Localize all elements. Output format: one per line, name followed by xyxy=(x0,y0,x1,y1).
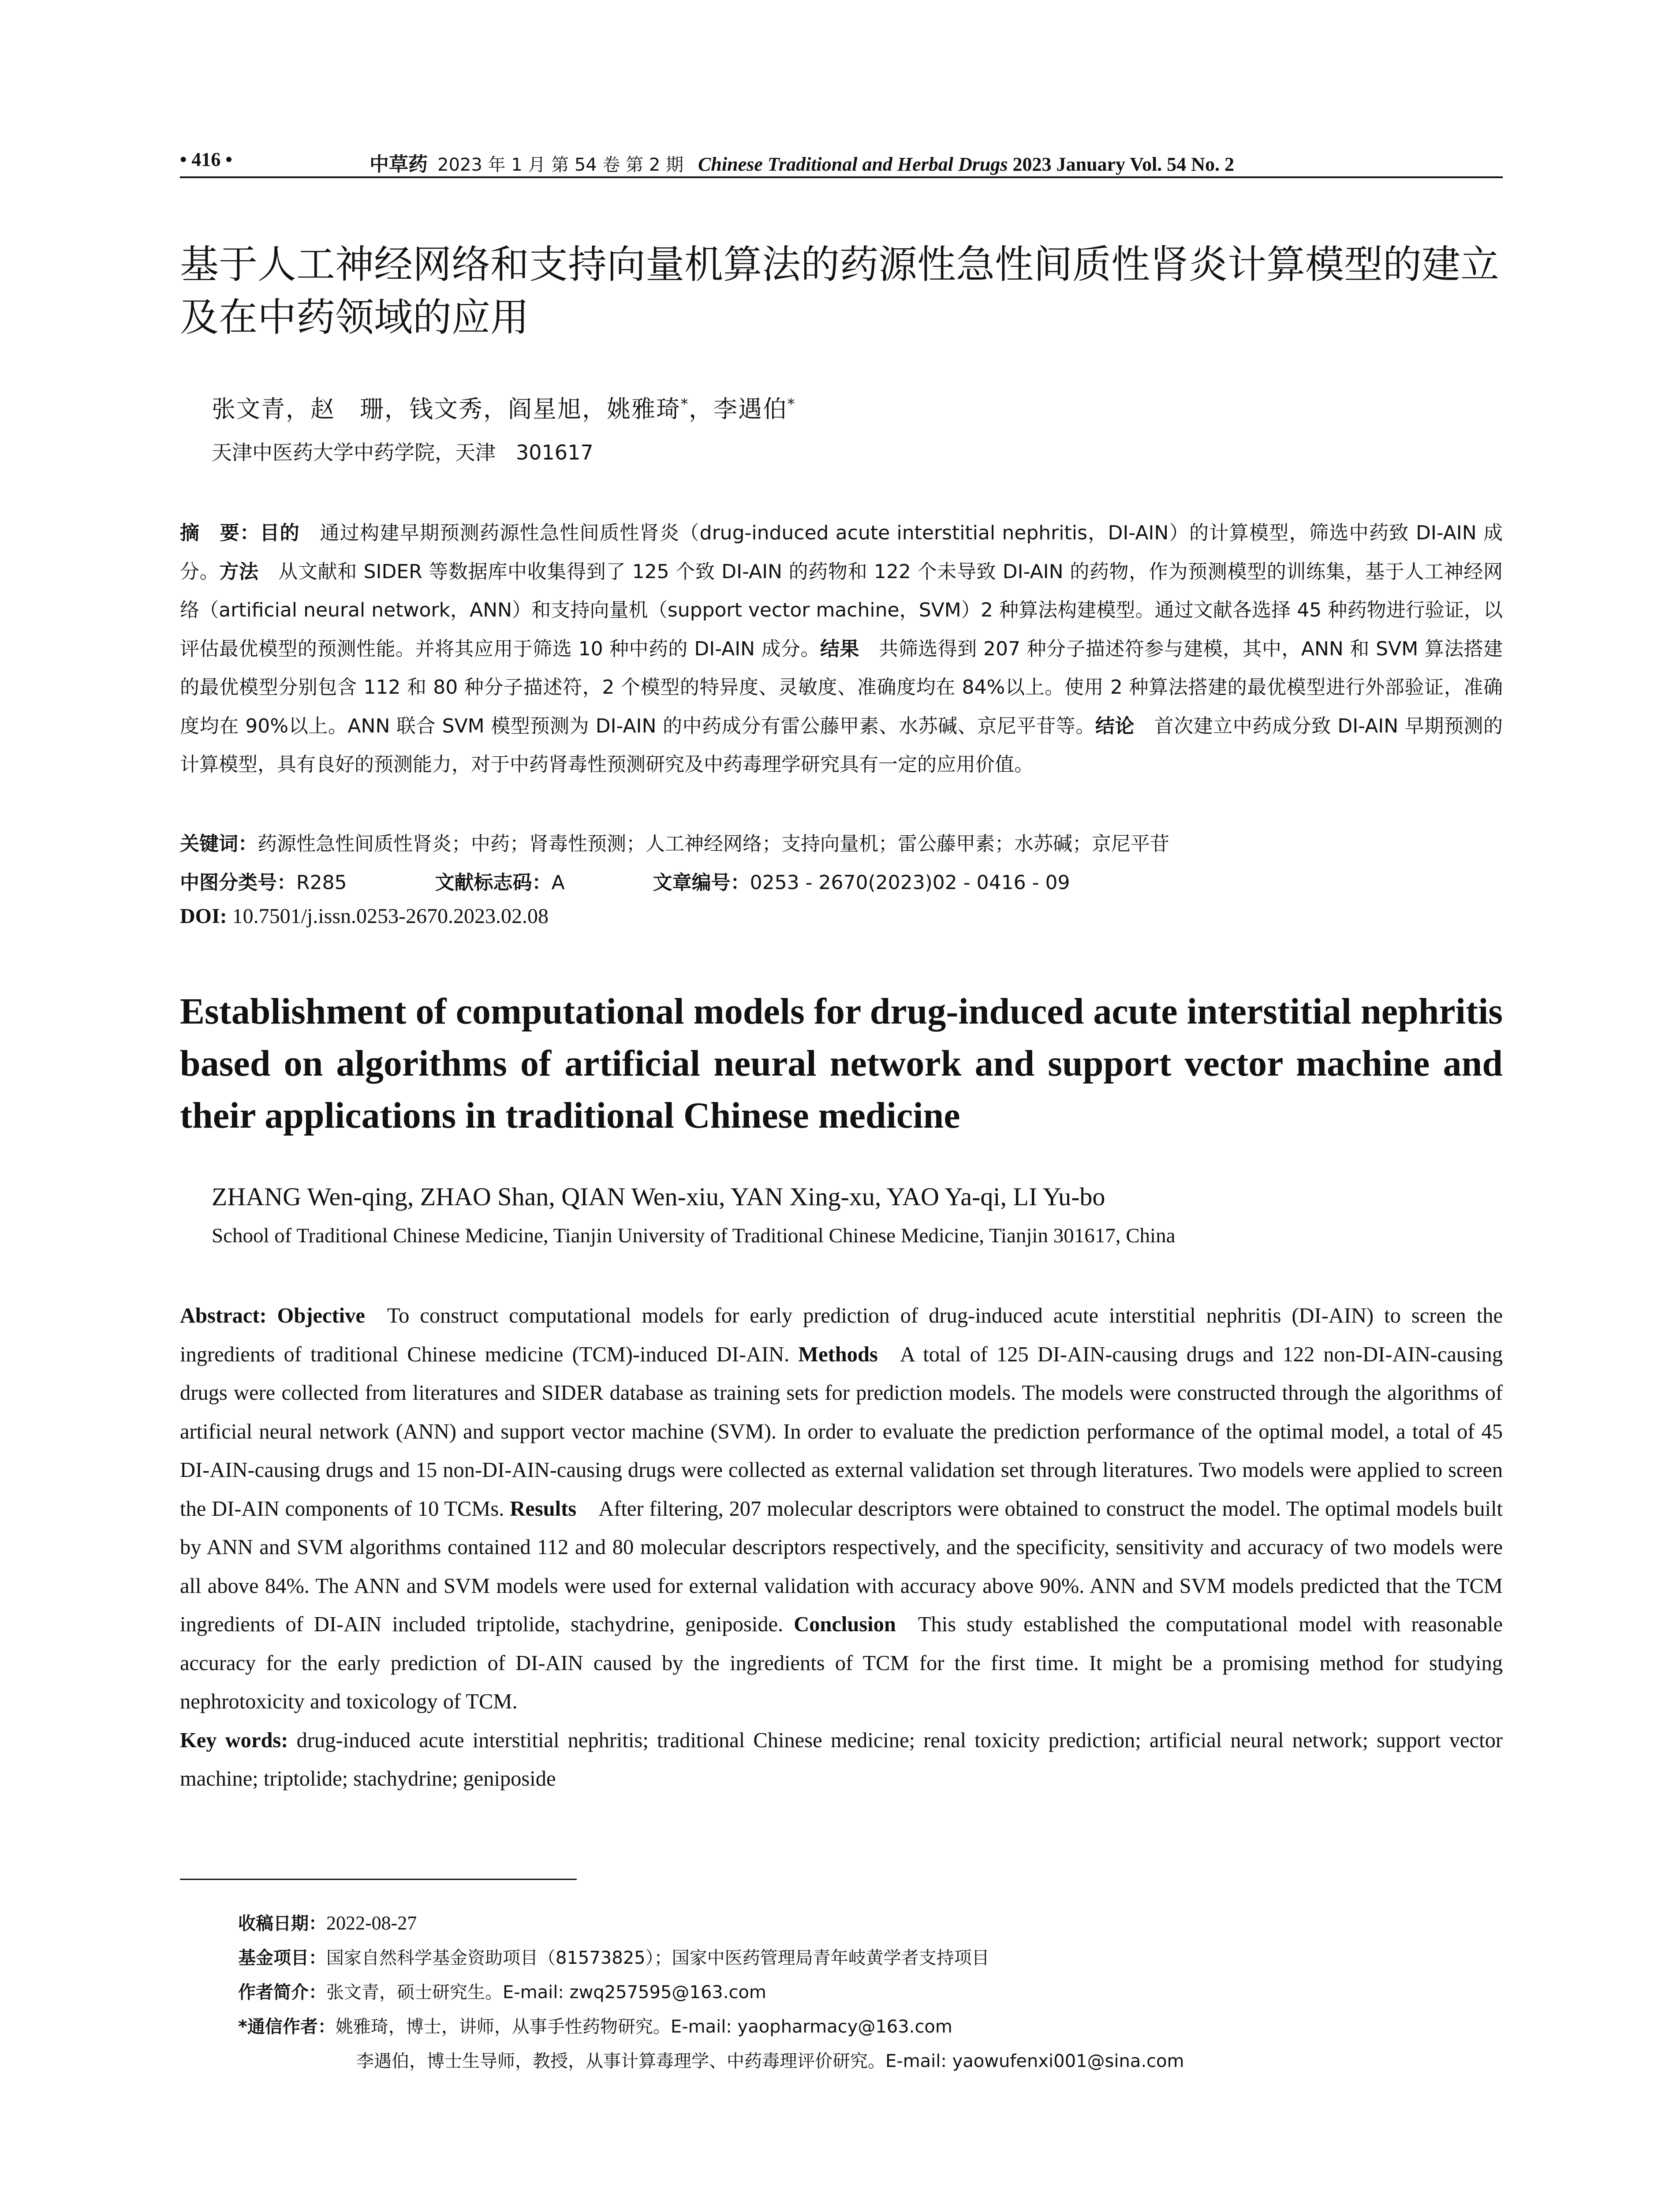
chinese-keywords xyxy=(180,828,1169,856)
cn-results-text: 共筛选得到 207 种分子描述符参与建模，其中，ANN 和 SVM 算法搭建的最优模型分别包含 112 和 80 种分子描述符，2 个模型的特异度、灵敏度、准确度均在 84%以上。使用 2 种算法搭建的最优模型进行外部验证，准确度均在 90%以上。ANN 联合 SVM 模型预测为 DI-AIN 的中药成分有雷公藤甲素、水苏碱、京尼平苷等。 xyxy=(180,637,1503,737)
english-authors: ZHANG Wen-qing, ZHAO Shan, QIAN Wen-xiu, YAN Xing-xu, YAO Ya-qi, LI Yu-bo xyxy=(212,1182,1105,1211)
chinese-author-list: 张文青，赵 珊，钱文秀，阎星旭，姚雅琦 xyxy=(212,395,681,423)
en-conclusion-text: This study established the computational model with reasonable accuracy for the early prediction of DI-AIN caused by the ingredients of TCM for the first time. It might be a promising method for studying nephrotoxicity and toxicology of TCM. xyxy=(180,1613,1503,1713)
corr-label: *通信作者： xyxy=(238,2017,336,2037)
en-methods-text: A total of 125 DI-AIN-causing drugs and 122 non-DI-AIN-causing drugs were collected from literatures and SIDER database as training sets for prediction models. The models were constructed through the algorithms of artificial neural network (ANN) and support vector machine (SVM). In order to evaluate the prediction performance of the optimal model, a total of 45 DI-AIN-causing drugs and 15 non-DI-AIN-causing drugs were collected as external validation set through literatures. Two models were applied to screen the DI-AIN components of 10 TCMs. xyxy=(180,1342,1503,1521)
article-no-label: 文章编号： xyxy=(653,871,750,894)
bio-text: 张文青，硕士研究生。E-mail: zwq257595@163.com xyxy=(326,1982,766,2003)
cn-conclusion-label: 结论 xyxy=(1095,714,1135,737)
en-keywords-text: drug-induced acute interstitial nephritis; traditional Chinese medicine; renal toxicity prediction; artificial neural network; support vector machine; triptolide; stachydrine; geniposide xyxy=(180,1728,1503,1790)
fund-label: 基金项目： xyxy=(238,1948,326,1968)
chinese-title: 基于人工神经网络和支持向量机算法的药源性急性间质性肾炎计算模型的建立及在中药领域的应用 xyxy=(180,242,1500,340)
issue-cn: 2023 年 1 月 第 54 卷 第 2 期 xyxy=(437,155,684,175)
cn-methods-label: 方法 xyxy=(219,560,259,583)
corr-text-2: 李遇伯，博士生导师，教授，从事计算毒理学、中药毒理评价研究。E-mail: yaowufenxi001@sina.com xyxy=(356,2051,1184,2071)
clc-value: R285 xyxy=(296,871,347,894)
chinese-abstract xyxy=(180,514,1503,784)
doi-line xyxy=(180,904,549,928)
footnote-corresponding xyxy=(238,2013,952,2038)
footnote-corresponding-2 xyxy=(356,2047,1184,2072)
footnote-received xyxy=(238,1910,417,1935)
cn-abstract-label: 摘 要： xyxy=(180,522,260,544)
cn-keywords-label: 关键词： xyxy=(180,833,258,855)
received-date: 2022-08-27 xyxy=(326,1912,417,1934)
doc-code-label: 文献标志码： xyxy=(435,871,552,894)
footnote-fund xyxy=(238,1944,989,1969)
english-abstract xyxy=(180,1297,1503,1798)
corr-text-1: 姚雅琦，博士，讲师，从事手性药物研究。E-mail: yaopharmacy@163.com xyxy=(335,2017,952,2037)
received-label: 收稿日期： xyxy=(238,1913,326,1934)
journal-line xyxy=(370,148,1234,176)
page-number: • 416 • xyxy=(180,149,232,170)
chinese-author-list-tail: ，李遇伯 xyxy=(689,395,788,423)
footnote-rule xyxy=(180,1879,577,1880)
chinese-authors xyxy=(212,390,795,424)
en-results-label: Results xyxy=(510,1497,577,1521)
english-title: Establishment of computational models for drug-induced acute interstitial nephritis based on algorithms of artificial neural network and support vector machine and their applications in traditional Chinese medicine xyxy=(180,991,1503,1136)
cn-results-label: 结果 xyxy=(820,637,859,660)
en-abstract-label: Abstract: Objective xyxy=(180,1304,365,1327)
corresponding-mark: * xyxy=(788,396,795,412)
article-no-value: 0253 - 2670(2023)02 - 0416 - 09 xyxy=(750,871,1070,894)
cn-objective-text: 通过构建早期预测药源性急性间质性肾炎（drug-induced acute interstitial nephritis，DI-AIN）的计算模型，筛选中药致 DI-AIN 成分。 xyxy=(180,522,1503,583)
en-conclusion-label: Conclusion xyxy=(794,1613,896,1636)
en-results-text: After filtering, 207 molecular descriptors were obtained to construct the model. The optimal models built by ANN and SVM algorithms contained 112 and 80 molecular descriptors respectively, and the specificity, sensitivity and accuracy of two models were all above 84%. The ANN and SVM models were used for external validation with accuracy above 90%. ANN and SVM models predicted that the TCM ingredients of DI-AIN included triptolide, stachydrine, geniposide. xyxy=(180,1497,1503,1636)
running-header xyxy=(180,140,1503,180)
footnote-bio xyxy=(238,1978,766,2003)
en-methods-label: Methods xyxy=(798,1342,878,1366)
issue-en: 2023 January Vol. 54 No. 2 xyxy=(1012,153,1234,175)
bio-label: 作者简介： xyxy=(238,1982,326,2003)
cn-objective-label: 目的 xyxy=(260,522,300,544)
corresponding-mark: * xyxy=(681,396,689,412)
classification-line xyxy=(180,867,1070,895)
journal-cn-name: 中草药 xyxy=(370,153,428,176)
cn-keywords-text: 药源性急性间质性肾炎；中药；肾毒性预测；人工神经网络；支持向量机；雷公藤甲素；水苏碱；京尼平苷 xyxy=(258,833,1169,855)
clc-label: 中图分类号： xyxy=(180,871,296,894)
en-keywords-label: Key words: xyxy=(180,1728,288,1752)
journal-en-name: Chinese Traditional and Herbal Drugs xyxy=(698,153,1008,175)
chinese-affiliation: 天津中医药大学中药学院，天津 301617 xyxy=(212,441,594,464)
english-affiliation: School of Traditional Chinese Medicine, Tianjin University of Traditional Chinese Medicine, Tianjin 301617, China xyxy=(212,1224,1176,1247)
doc-code-value: A xyxy=(551,871,565,894)
doi-label: DOI: xyxy=(180,904,227,928)
cn-conclusion-text: 首次建立中药成分致 DI-AIN 早期预测的计算模型，具有良好的预测能力，对于中药肾毒性预测研究及中药毒理学研究具有一定的应用价值。 xyxy=(180,714,1503,776)
en-objective-text: To construct computational models for early prediction of drug-induced acute interstitial nephritis (DI-AIN) to screen the ingredients of traditional Chinese medicine (TCM)-induced DI-AIN. xyxy=(180,1304,1503,1366)
header-rule xyxy=(180,176,1503,178)
cn-methods-text: 从文献和 SIDER 等数据库中收集得到了 125 个致 DI-AIN 的药物和 122 个未导致 DI-AIN 的药物，作为预测模型的训练集，基于人工神经网络（artificial neural network，ANN）和支持向量机（support vector machine，SVM）2 种算法构建模型。通过文献各选择 45 种药物进行验证，以评估最优模型的预测性能。并将其应用于筛选 10 种中药的 DI-AIN 成分。 xyxy=(180,560,1503,660)
doi-value: 10.7501/j.issn.0253-2670.2023.02.08 xyxy=(232,904,549,928)
fund-text: 国家自然科学基金资助项目（81573825）；国家中医药管理局青年岐黄学者支持项目 xyxy=(326,1948,989,1968)
